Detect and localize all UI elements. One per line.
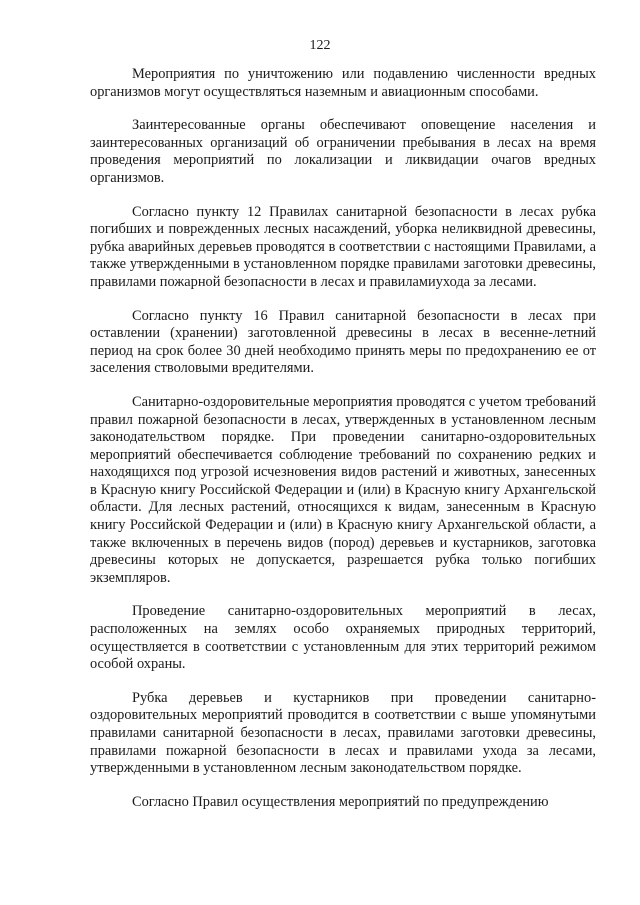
paragraph-public-notification: Заинтересованные органы обеспечивают оповещение населения и заинтересованных организаций об ограничении пребывания в лесах на время проведения мероприятий по локализации и ликвидации очагов вредных организмов. — [90, 117, 596, 186]
document-body — [90, 66, 596, 811]
paragraph-prevention-rules: Согласно Правил осуществления мероприятий по предупреждению — [132, 793, 549, 810]
paragraph-felling-rules: Рубка деревьев и кустарников при проведении санитарно-оздоровительных мероприятий проводится в соответствии с выше упомянутыми правилами санитарной безопасности в лесах, правилами заготовки древесины, правилами пожарной безопасности в лесах и правилами ухода за лесами, утвержденными в установленном лесным законодательством порядке. — [90, 689, 596, 777]
paragraph-rule-12-felling: Согласно пункту 12 Правилах санитарной безопасности в лесах рубка погибших и поврежденных лесных насаждений, уборка неликвидной древесины, рубка аварийных деревьев проводятся в соответствии с настоящими Правилами, а также утвержденными в установленном порядке правилами заготовки древесины, правилами пожарной безопасности в лесах и правиламиухода за лесами. — [90, 203, 596, 290]
paragraph-protected-areas: Проведение санитарно-оздоровительных мероприятий в лесах, расположенных на землях особо охраняемых природных территорий, осуществляется в соответствии с установленным для этих территорий режимом особой охраны. — [90, 603, 596, 673]
paragraph-pest-control-methods: Мероприятия по уничтожению или подавлению численности вредных организмов могут осуществляться наземным и авиационным способами. — [90, 66, 596, 100]
paragraph-rule-16-storage: Согласно пункту 16 Правил санитарной безопасности в лесах при оставлении (хранении) заготовленной древесины в лесах в весенне-летний период на срок более 30 дней необходимо принять меры по предохранению ее от заселения стволовыми вредителями. — [90, 307, 596, 377]
page-number: 122 — [309, 38, 331, 53]
paragraph-sanitary-measures: Санитарно-оздоровительные мероприятия проводятся с учетом требований правил пожарной безопасности в лесах, утвержденных в установленном лесным законодательством порядке. При проведении санитарно-оздоровительных мероприятий обеспечивается соблюдение требований по сохранению редких и находящихся под угрозой исчезновения видов растений и животных, занесенных в Красную книгу Российской Федерации и (или) в Красную книгу Архангельской области. Для лесных растений, относящихся к видам, занесенным в Красную книгу Российской Федерации и (или) в Красную книгу Архангельской области, а также включенных в перечень видов (пород) деревьев и кустарников, заготовка древесины которых не допускается, разрешается рубка только погибших экземпляров. — [90, 393, 596, 586]
